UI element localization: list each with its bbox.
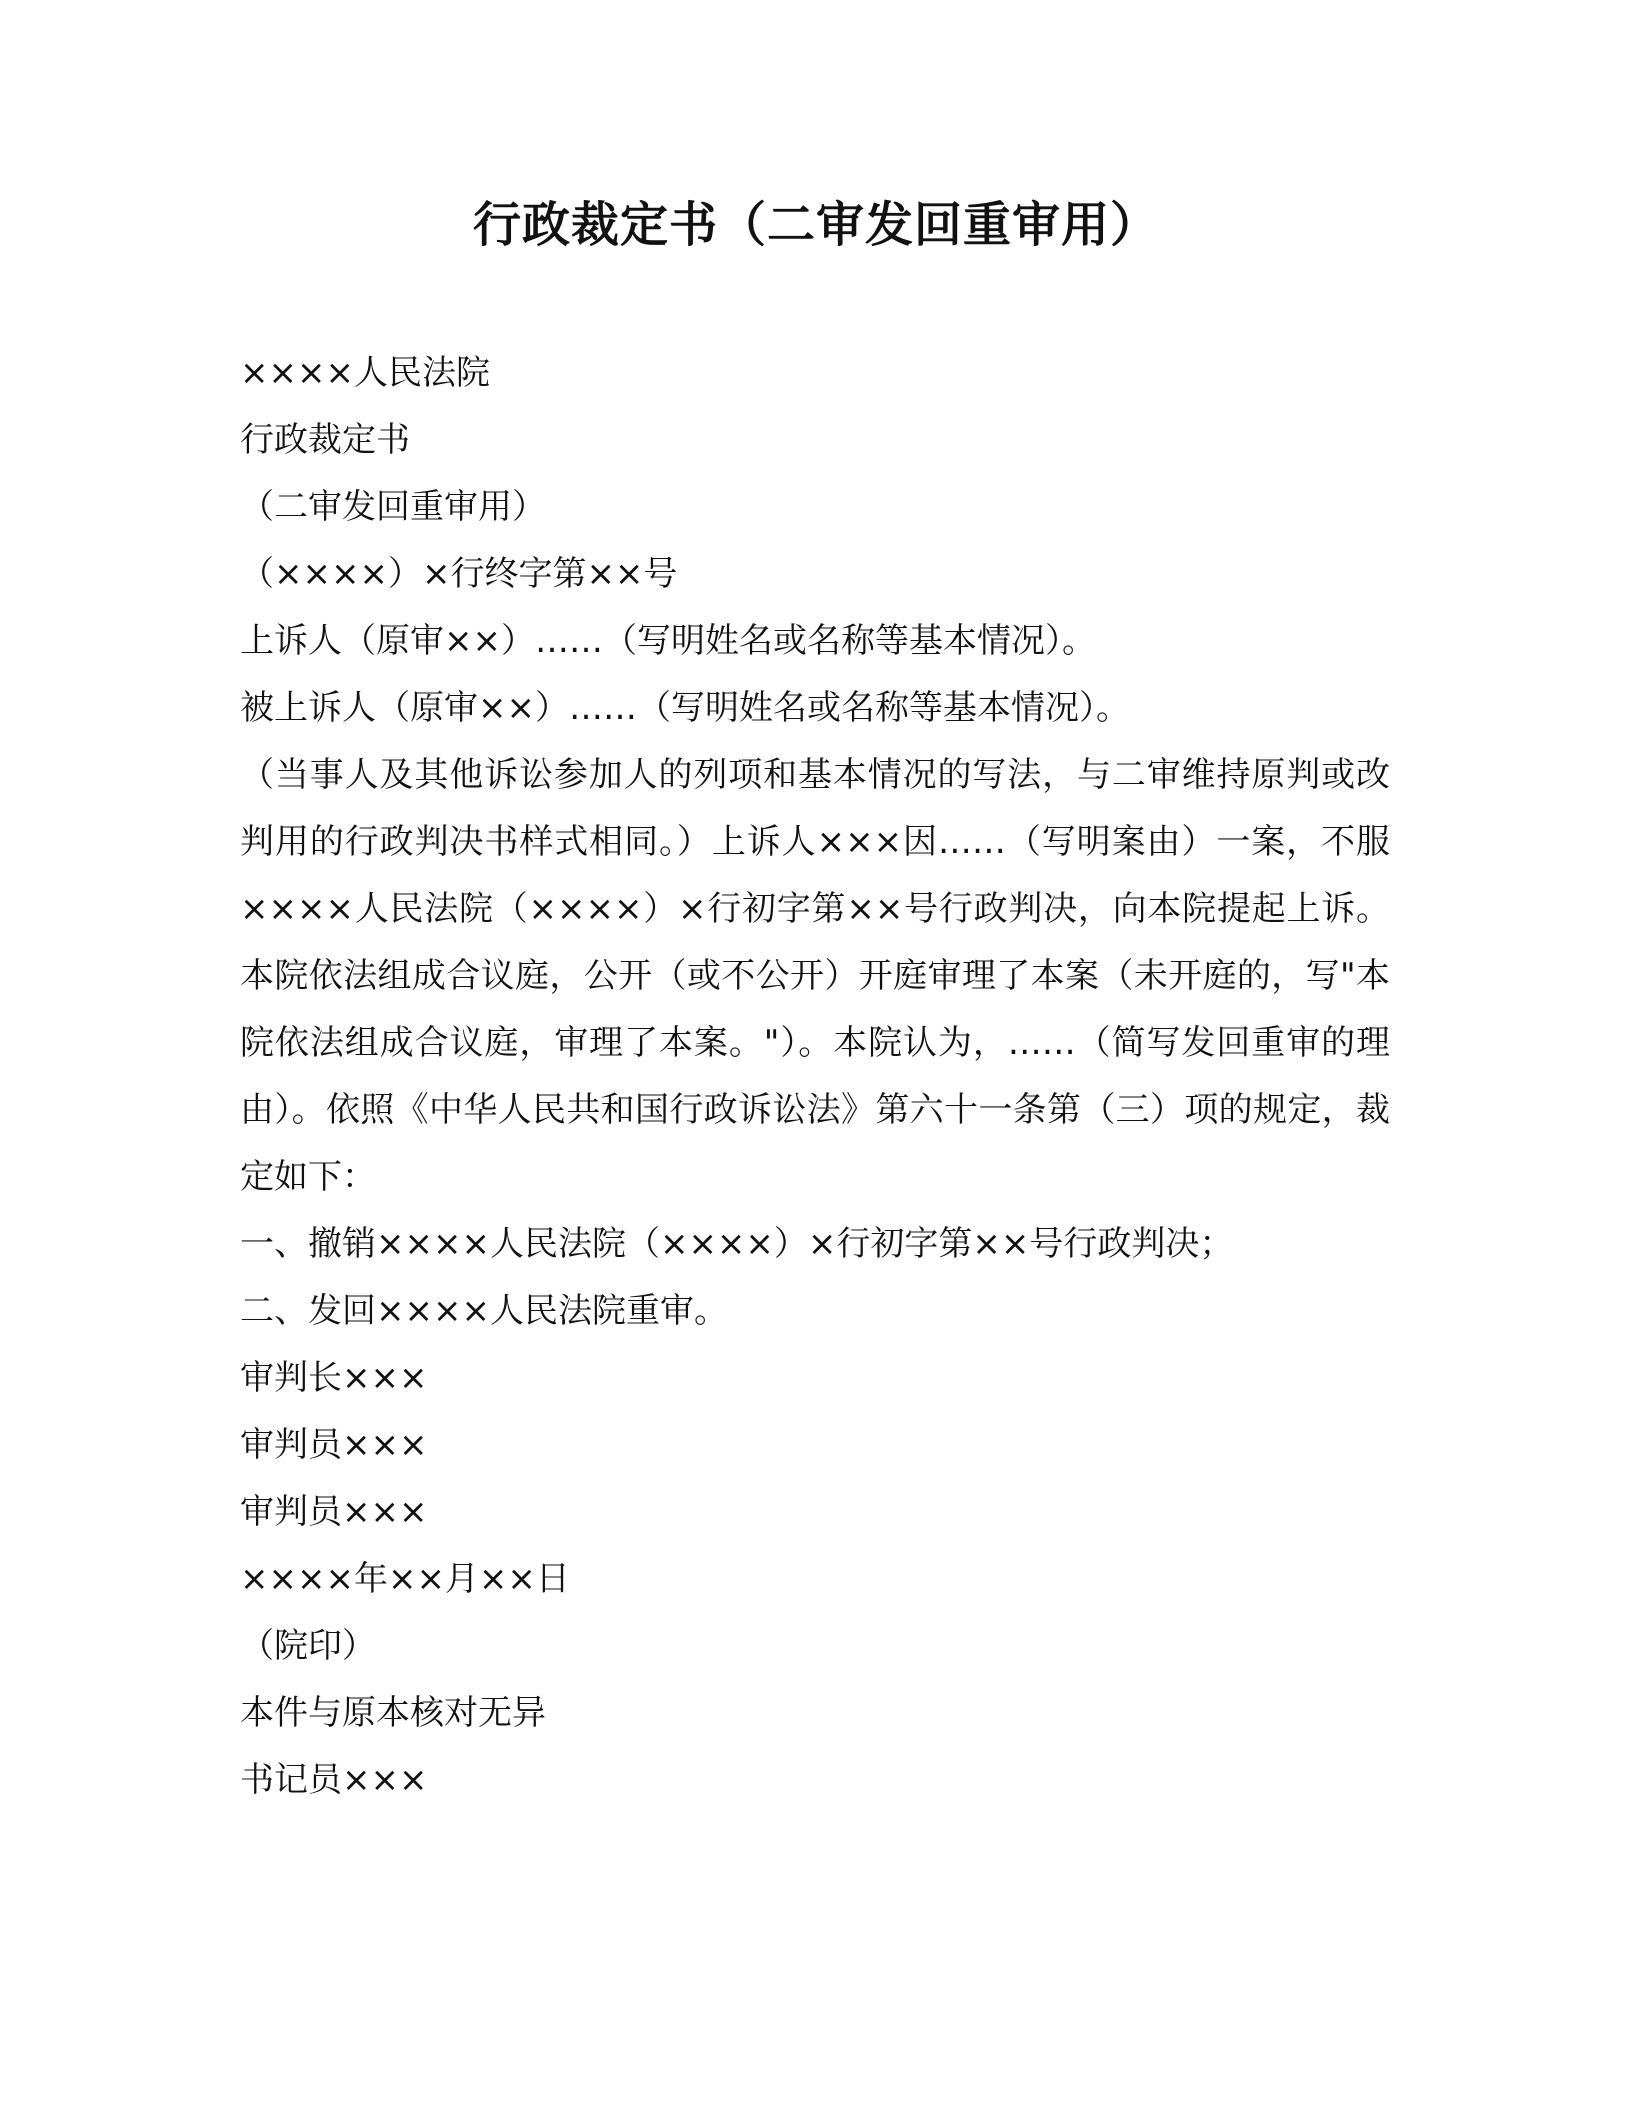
- document-type: 行政裁定书: [240, 420, 410, 460]
- document-title: 行政裁定书（二审发回重审用）: [472, 197, 1159, 253]
- appellant-line: 上诉人（原审××）……（写明姓名或名称等基本情况）。: [240, 621, 1096, 661]
- court-seal: （院印）: [240, 1626, 376, 1666]
- judge-1: 审判员×××: [240, 1425, 428, 1465]
- certification-note: 本件与原本核对无异: [240, 1693, 546, 1733]
- document-body: [240, 340, 1390, 1814]
- judge-2: 审判员×××: [240, 1492, 428, 1532]
- clerk-line: 书记员×××: [240, 1760, 428, 1800]
- court-name: ××××人民法院: [240, 353, 490, 393]
- case-number: （××××）×行终字第××号: [240, 554, 678, 594]
- ruling-item-1: 一、撤销××××人民法院（××××）×行初字第××号行政判决；: [240, 1224, 1234, 1264]
- ruling-date: ××××年××月××日: [240, 1559, 570, 1599]
- ruling-item-2: 二、发回××××人民法院重审。: [240, 1291, 728, 1331]
- body-paragraph: （当事人及其他诉讼参加人的列项和基本情况的写法，与二审维持原判或改判用的行政判决书样式相同。）上诉人×××因……（写明案由）一案，不服××××人民法院（××××）×行初字第××号行政判决，向本院提起上诉。本院依法组成合议庭，公开（或不公开）开庭审理了本案（未开庭的，写"本院依法组成合议庭，审理了本案。"）。本院认为，……（简写发回重审的理由）。依照《中华人民共和国行政诉讼法》第六十一条第（三）项的规定，裁定如下：: [240, 755, 1390, 1197]
- document-subtitle: （二审发回重审用）: [240, 487, 546, 527]
- presiding-judge: 审判长×××: [240, 1358, 428, 1398]
- appellee-line: 被上诉人（原审××）……（写明姓名或名称等基本情况）。: [240, 688, 1130, 728]
